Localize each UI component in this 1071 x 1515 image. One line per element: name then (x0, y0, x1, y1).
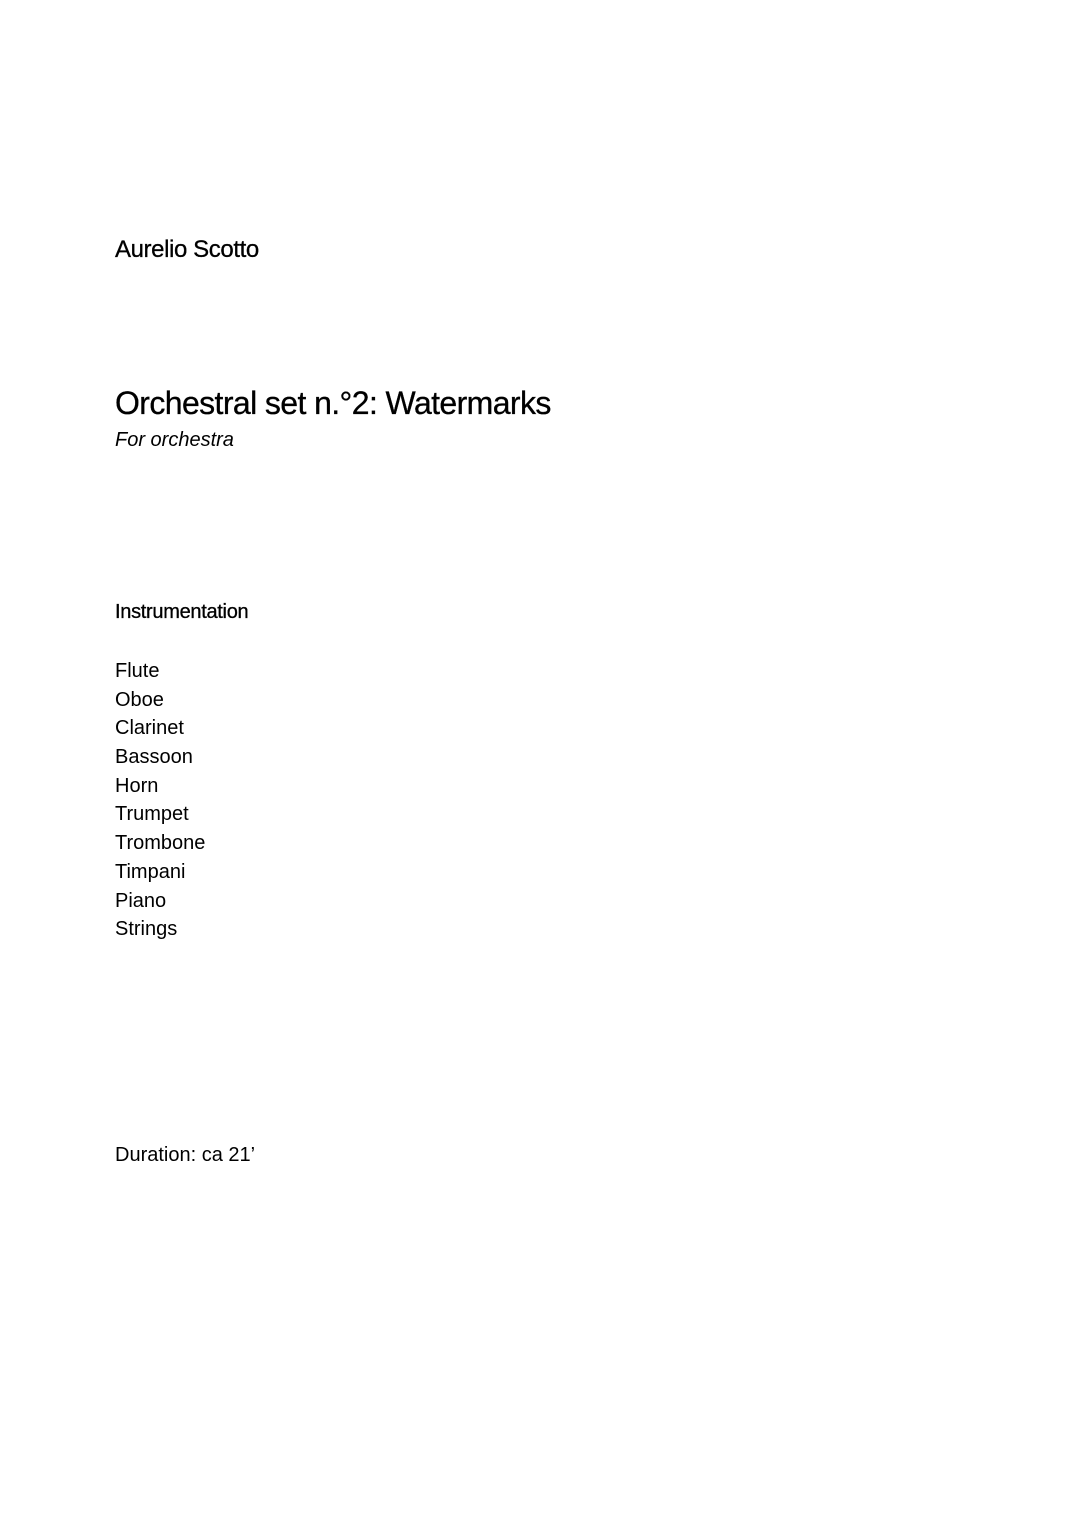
work-title: Orchestral set n.°2: Watermarks (115, 385, 551, 421)
instrument-item: Clarinet (115, 717, 184, 740)
composer-name: Aurelio Scotto (115, 236, 259, 263)
instrument-item: Flute (115, 660, 160, 682)
instrument-item: Piano (115, 889, 167, 912)
instrument-item: Oboe (115, 688, 164, 711)
instrument-item: Trombone (115, 832, 206, 855)
duration-text: Duration: ca 21’ (115, 1144, 256, 1166)
instrument-item: Bassoon (115, 746, 193, 769)
instrumentation-heading: Instrumentation (115, 601, 249, 623)
instrument-item: Horn (115, 774, 159, 797)
instrument-item: Timpani (115, 860, 186, 883)
instrumentation-list (115, 657, 205, 944)
work-subtitle: For orchestra (115, 429, 234, 451)
instrument-item: Strings (115, 918, 178, 941)
instrument-item: Trumpet (115, 803, 189, 826)
